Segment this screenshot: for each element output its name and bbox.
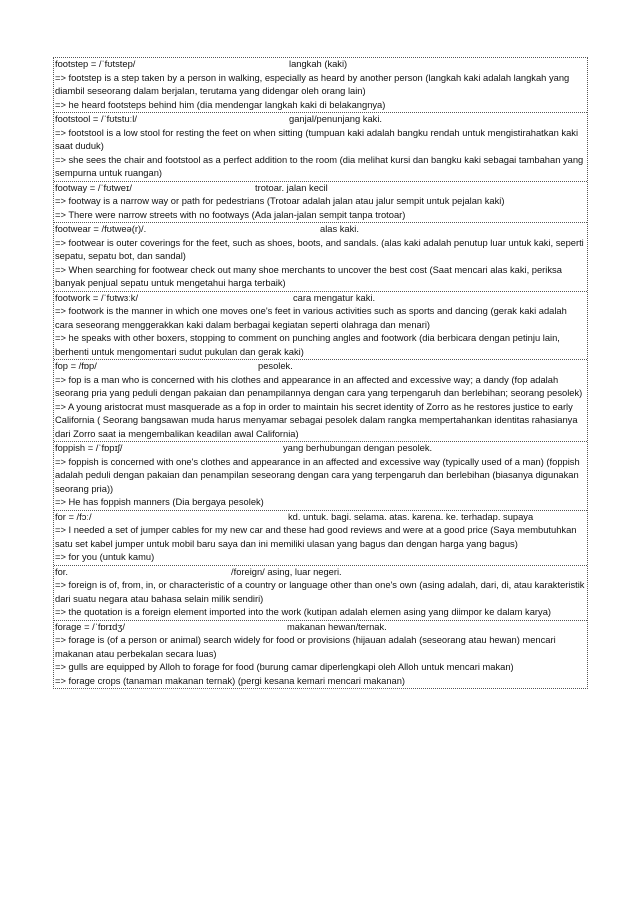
example-line: => gulls are equipped by Alloh to forage for food (burung camar diperlengkapi oleh Alloh untuk mencari makan) <box>55 662 514 672</box>
headword: foppish = /ˈfɒpɪʃ/ <box>55 443 123 453</box>
entry-footwork <box>54 292 587 361</box>
headword: footwear = /fʊtweə(r)/. <box>55 224 147 234</box>
example-line: => I needed a set of jumper cables for my new car and these had good reviews and were at a good price (Saya membutuhkan satu set kabel jumper untuk mobil baru saya dan ini memiliki ulasan yang bagus dan dengan harga yang bagus) <box>55 525 577 549</box>
example-line: => for you (untuk kamu) <box>55 552 155 562</box>
example-line: => the quotation is a foreign element imported into the work (kutipan adalah elemen asing yang diimpor ke dalam karya) <box>55 607 552 617</box>
headword: footstool = /ˈfʊtstuːl/ <box>55 114 137 124</box>
entry-foreign <box>54 566 587 621</box>
entry-footstool <box>54 113 587 182</box>
definition-line: => fop is a man who is concerned with his clothes and appearance in an affected and excessive way; a dandy (fop adalah seorang pria yang peduli dengan pakaian dan penampilannya dengan cara yang terpengaruh dan berlebihan; seorang pesolek) <box>55 374 583 398</box>
definition-line: => foreign is of, from, in, or characteristic of a country or language other than one's own (asing adalah, dari, di, atau karakteristik dari suatu negara atau bahasa selain milik sendiri) <box>55 580 585 604</box>
definition-line: => footstool is a low stool for resting the feet on when sitting (tumpuan kaki adalah bangku rendah untuk mengistirahatkan kaki saat duduk) <box>55 127 579 151</box>
headword: footwork = /ˈfʊtwɜːk/ <box>55 292 139 303</box>
definition-line: => footstep is a step taken by a person in walking, especially as heard by another person (langkah kaki adalah langkah yang diambil seseorang dalam berjalan, terutama yang didengar oleh orang lain) <box>55 72 570 96</box>
example-line: => she sees the chair and footstool as a perfect addition to the room (dia melihat kursi dan bangku kaki sebagai tambahan yang sempurna untuk ruangan) <box>55 154 584 178</box>
definition-line: => footwork is the manner in which one moves one's feet in various activities such as sports and dancing (gerak kaki adalah cara seseorang menggerakkan kaki dalam berbagai kegiatan seperti olahraga dan menari) <box>55 306 567 330</box>
translation: pesolek. <box>258 361 293 371</box>
translation: makanan hewan/ternak. <box>287 621 387 632</box>
entry-foppish <box>54 442 587 511</box>
example-line: => he speaks with other boxers, stopping to comment on punching angles and footwork (dia berbicara dengan petinju lain, berhenti untuk mengomentari sudut pukulan dan gerak kaki) <box>55 333 560 357</box>
example-line: => A young aristocrat must masquerade as a fop in order to maintain his secret identity of Zorro as he restores justice to early California ( Seorang bangsawan muda harus menyamar sebagai pesolek dalam rangka mempertahankan identitas rahasianya dari Zorro saat ia mengembalikan keadilan awal California) <box>55 401 578 439</box>
translation: cara mengatur kaki. <box>293 292 376 303</box>
definition-line: => footwear is outer coverings for the feet, such as shoes, boots, and sandals. (alas kaki adalah penutup luar untuk kaki, seperti sepatu, sepatu bot, dan sandal) <box>55 237 584 261</box>
translation: yang berhubungan dengan pesolek. <box>283 443 433 453</box>
entry-for <box>54 511 587 566</box>
headword: for. <box>55 566 68 577</box>
example-line: => There were narrow streets with no footways (Ada jalan-jalan sempit tanpa trotoar) <box>55 209 406 220</box>
example-line: => forage crops (tanaman makanan ternak) (pergi kesana kemari mencari makanan) <box>55 675 406 686</box>
entry-footstep <box>54 58 587 113</box>
translation: langkah (kaki) <box>289 59 348 69</box>
headword: footstep = /ˈfʊtstep/ <box>55 59 136 69</box>
definition-line: => foppish is concerned with one's clothes and appearance in an affected and excessive way (typically used of a man) (foppish adalah peduli dengan pakaian dan penampilan seseorang dengan cara yang terpengaruh dan berlebihan (biasanya digunakan seorang pria)) <box>55 456 580 494</box>
headword: fop = /fɒp/ <box>55 361 97 371</box>
definition-line: => footway is a narrow way or path for pedestrians (Trotoar adalah jalan atau jalur sempit untuk pejalan kaki) <box>55 196 505 206</box>
example-line: => When searching for footwear check out many shoe merchants to uncover the best cost (Saat mencari alas kaki, periksa banyak penjual sepatu untuk mengetahui harga terbaik) <box>55 264 562 288</box>
translation: ganjal/penunjang kaki. <box>289 114 382 124</box>
example-line: => he heard footsteps behind him (dia mendengar langkah kaki di belakangnya) <box>55 99 386 110</box>
entry-forage <box>54 621 587 689</box>
entry-fop <box>54 360 587 442</box>
vocabulary-table <box>53 57 588 689</box>
entry-footway <box>54 182 587 224</box>
headword: footway = /ˈfʊtweɪ/ <box>55 182 132 193</box>
translation: /foreign/ asing, luar negeri. <box>231 566 342 577</box>
translation: alas kaki. <box>320 224 359 234</box>
example-line: => He has foppish manners (Dia bergaya pesolek) <box>55 497 264 507</box>
translation: kd. untuk. bagi. selama. atas. karena. ke. terhadap. supaya <box>288 511 534 522</box>
entry-footwear <box>54 223 587 292</box>
headword: for = /fɔː/ <box>55 511 92 522</box>
definition-line: => forage is (of a person or animal) search widely for food or provisions (hijauan adalah (seseorang atau hewan) mencari makanan atau perbekalan secara luas) <box>55 635 556 659</box>
headword: forage = /ˈfɒrɪdʒ/ <box>55 621 125 632</box>
translation: trotoar. jalan kecil <box>255 182 328 193</box>
